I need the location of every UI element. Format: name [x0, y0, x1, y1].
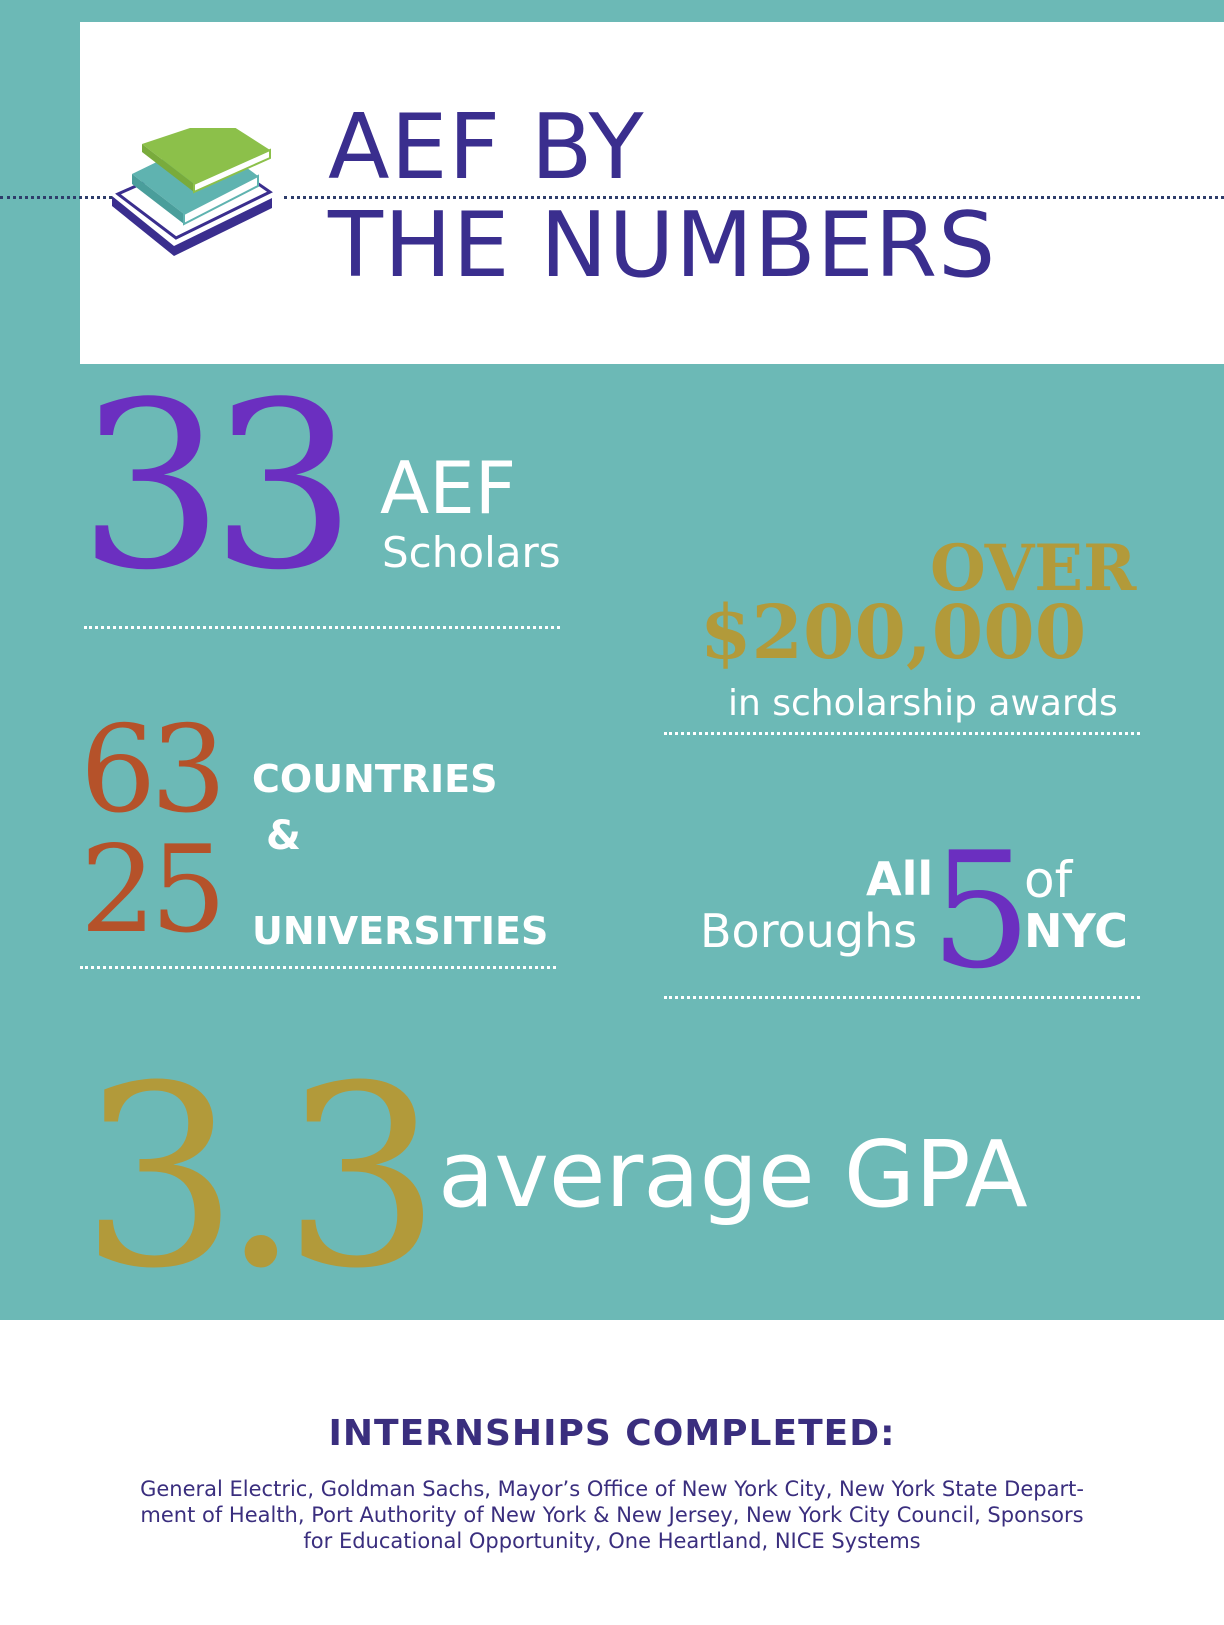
ampersand: & — [266, 813, 301, 859]
scholars-number: 33 — [78, 354, 343, 621]
internships-line-3: for Educational Opportunity, One Heartland, NICE Systems — [303, 1529, 921, 1553]
countries-number: 63 — [80, 701, 221, 840]
title-line-1: AEF BY — [328, 95, 645, 200]
universities-label: UNIVERSITIES — [252, 909, 549, 953]
awards-divider — [664, 732, 1140, 735]
books-icon — [112, 128, 282, 268]
boroughs-divider — [664, 996, 1140, 999]
awards-label: in scholarship awards — [728, 683, 1118, 724]
awards-over: OVER — [930, 531, 1137, 606]
countries-label: COUNTRIES — [252, 757, 498, 801]
awards-amount: $200,000 — [700, 590, 1087, 676]
internships-line-2: ment of Health, Port Authority of New York & New Jersey, New York City Council, Sponsors — [140, 1503, 1084, 1527]
boroughs-all: All — [866, 852, 934, 906]
boroughs-nyc: NYC — [1024, 904, 1128, 958]
gpa-number: 3.3 — [80, 1032, 424, 1323]
scholars-divider — [84, 626, 560, 629]
internships-heading: INTERNSHIPS COMPLETED: — [328, 1413, 896, 1454]
title-line-2: THE NUMBERS — [328, 193, 997, 298]
boroughs-label: Boroughs — [700, 904, 918, 958]
header-divider — [0, 196, 112, 199]
boroughs-of: of — [1024, 851, 1073, 909]
boroughs-number: 5 — [930, 817, 1032, 1004]
gpa-label: average GPA — [438, 1121, 1028, 1228]
scholars-label-scholars: Scholars — [382, 528, 561, 577]
scholars-label-aef: AEF — [380, 446, 517, 530]
internships-line-1: General Electric, Goldman Sachs, Mayor’s Office of New York City, New York State Depart- — [140, 1477, 1084, 1501]
countries-divider — [80, 966, 556, 969]
universities-number: 25 — [80, 821, 221, 960]
